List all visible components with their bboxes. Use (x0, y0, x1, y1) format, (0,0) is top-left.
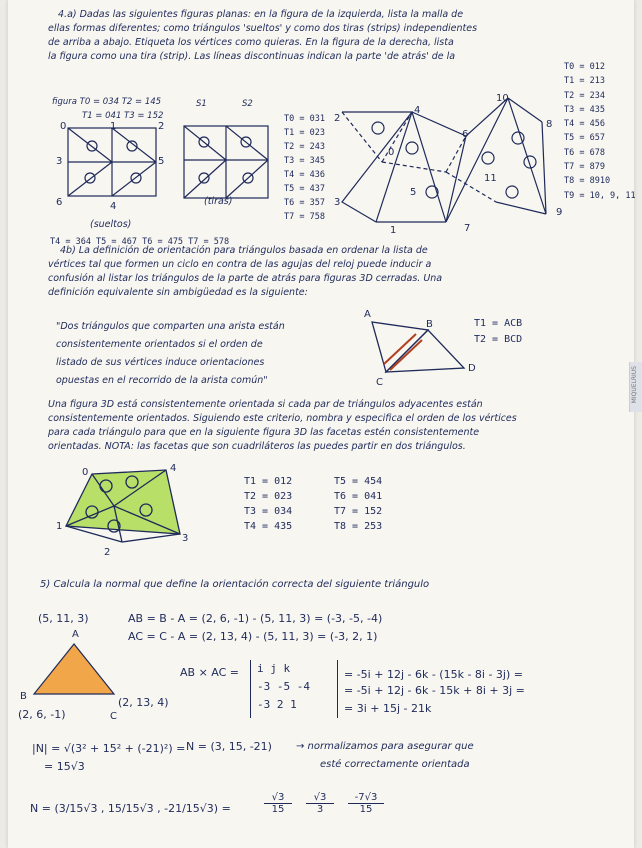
cross-label: AB × AC = (180, 666, 240, 679)
frac-2: $\frac{√3}{3}$ (306, 792, 334, 815)
mid-caption: (tiras) (204, 196, 233, 207)
mid-list: T0 = 031 T1 = 023 T2 = 243 T3 = 345 T4 = 436 T5 = 437 T6 = 357 T7 = 758 (284, 114, 325, 222)
q4a-line-3: de arriba a abajo. Etiqueta los vértices como quieras. En la figura de la derecha, lista (48, 37, 454, 48)
left-v6: 6 (56, 197, 63, 208)
right-v9: 9 (556, 207, 563, 218)
fig-v2: 2 (104, 547, 111, 558)
abc-triangle (30, 640, 130, 700)
n-vector: N = (3, 15, -21) (186, 740, 272, 753)
abcd-b: B (426, 319, 433, 330)
n-final: N = (3/15√3 , 15/15√3 , -21/15√3) = (30, 802, 231, 815)
right-list: T0 = 012 T1 = 213 T2 = 234 T3 = 435 T4 = 456 T5 = 657 T6 = 678 T7 = 879 T8 = 8910 T9 = 10, 9, 11 (564, 62, 636, 201)
left-caption: (sueltos) (90, 219, 132, 230)
right-v3: 3 (334, 197, 341, 208)
point-a: (5, 11, 3) (38, 612, 89, 625)
fig-v1: 1 (56, 521, 63, 532)
right-v11: 11 (484, 173, 497, 184)
left-fig-labels-2: T1 = 041 T3 = 152 (82, 111, 164, 121)
frac-1: $\frac{√3}{15}$ (264, 792, 292, 815)
point-b: (2, 6, -1) (18, 708, 66, 721)
q4b-para-3: para cada triángulo para que en la siguiente figura 3D las facetas estén consistentemente (48, 427, 480, 438)
norm-mod-2: = 15√3 (44, 760, 85, 773)
left-v0: 0 (60, 121, 67, 132)
q4b-line-1: 4b) La definición de orientación para triángulos basada en ordenar la lista de (60, 245, 428, 256)
right-v0: 0 (388, 147, 395, 158)
right-v8: 8 (546, 119, 553, 130)
label-b: B (20, 691, 27, 702)
eq-ab: AB = B - A = (2, 6, -1) - (5, 11, 3) = (-3, -5, -4) (128, 612, 383, 625)
t-defs: T1 = ACB T2 = BCD (474, 318, 523, 345)
fig-v0: 0 (82, 467, 89, 478)
right-v2: 2 (334, 113, 341, 124)
n-note-1: → normalizamos para asegurar que (296, 741, 474, 752)
abcd-c: C (376, 377, 383, 388)
q4b-line-2: vértices tal que formen un ciclo en contra de las agujas del reloj puede inducir a (48, 259, 432, 270)
left-v3: 3 (56, 156, 63, 167)
q4b-para-4: orientadas. NOTA: las facetas que son cuadriláteros las puedes partir en dos triángulos. (48, 441, 466, 452)
left-fig-labels-1: figura T0 = 034 T2 = 145 (52, 97, 162, 107)
q4b-line-4: definición equivalente sin ambigüedad es la siguiente: (48, 287, 308, 298)
fig-v4: 4 (170, 463, 177, 474)
right-v5: 5 (410, 187, 417, 198)
q4a-line-1: 4.a) Dadas las siguientes figuras planas: en la figura de la izquierda, lista la malla de (58, 9, 464, 20)
label-a: A (72, 629, 79, 640)
eq-ac: AC = C - A = (2, 13, 4) - (5, 11, 3) = (-3, 2, 1) (128, 630, 378, 643)
left-v5: 5 (158, 156, 165, 167)
left-v2: 2 (158, 121, 165, 132)
expand-3: = 3i + 15j - 21k (344, 702, 432, 715)
abcd-a: A (364, 309, 371, 320)
label-c: C (110, 711, 117, 722)
expand-1: = -5i + 12j - 6k - (15k - 8i - 3j) = (344, 668, 523, 681)
right-v1: 1 (390, 225, 397, 236)
q4b-para-1: Una figura 3D está consistentemente orientada si cada par de triángulos adyacentes están (48, 399, 483, 410)
determinant: i j k -3 -5 -4 -3 2 1 (250, 660, 338, 718)
tri-list-bottom: T4 = 364 T5 = 467 T6 = 475 T7 = 578 (50, 237, 230, 247)
n-note-2: esté correctamente orientada (320, 759, 470, 770)
list-left: T1 = 012 T2 = 023 T3 = 034 T4 = 435 (244, 476, 293, 532)
left-v1: 1 (110, 121, 117, 132)
q4a-line-2: ellas formas diferentes; como triángulos 'sueltos' y como dos tiras (strips) independientes (48, 23, 478, 34)
q4b-para-2: consistentemente orientados. Siguiendo este criterio, nombra y especifica el orden de los vértices (48, 413, 517, 424)
q4a-line-4: la figura como una tira (strip). Las líneas discontinuas indican la parte 'de atrás' de la (48, 51, 456, 62)
left-v4: 4 (110, 201, 117, 212)
fig-v3: 3 (182, 533, 189, 544)
strip-s1: S1 (196, 99, 207, 109)
right-figure-strip (336, 92, 556, 232)
right-v4: 4 (414, 105, 421, 116)
point-c: (2, 13, 4) (118, 696, 169, 709)
list-right: T5 = 454 T6 = 041 T7 = 152 T8 = 253 (334, 476, 383, 532)
expand-2: = -5i + 12j - 6k - 15k + 8i + 3j = (344, 684, 525, 697)
norm-mod: |N| = √(3² + 15² + (-21)²) = (32, 742, 186, 755)
q4b-line-3: confusión al listar los triángulos de la parte de atrás para figuras 3D cerradas. Una (48, 273, 443, 284)
q5-title: 5) Calcula la normal que define la orientación correcta del siguiente triángulo (40, 579, 430, 590)
q4b-quote: "Dos triángulos que comparten una arista están consistentemente orientados si el orden de listado de sus vértices induce orientaciones opuestas en el recorrido de la arista común" (56, 321, 285, 386)
right-v10: 10 (496, 93, 509, 104)
strip-s2: S2 (242, 99, 253, 109)
notebook-tab: MIQUELRIUS (629, 362, 642, 412)
right-v6: 6 (462, 129, 469, 140)
right-v7: 7 (464, 223, 471, 234)
abcd-d: D (468, 363, 476, 374)
frac-3: $\frac{-7√3}{15}$ (348, 792, 384, 815)
